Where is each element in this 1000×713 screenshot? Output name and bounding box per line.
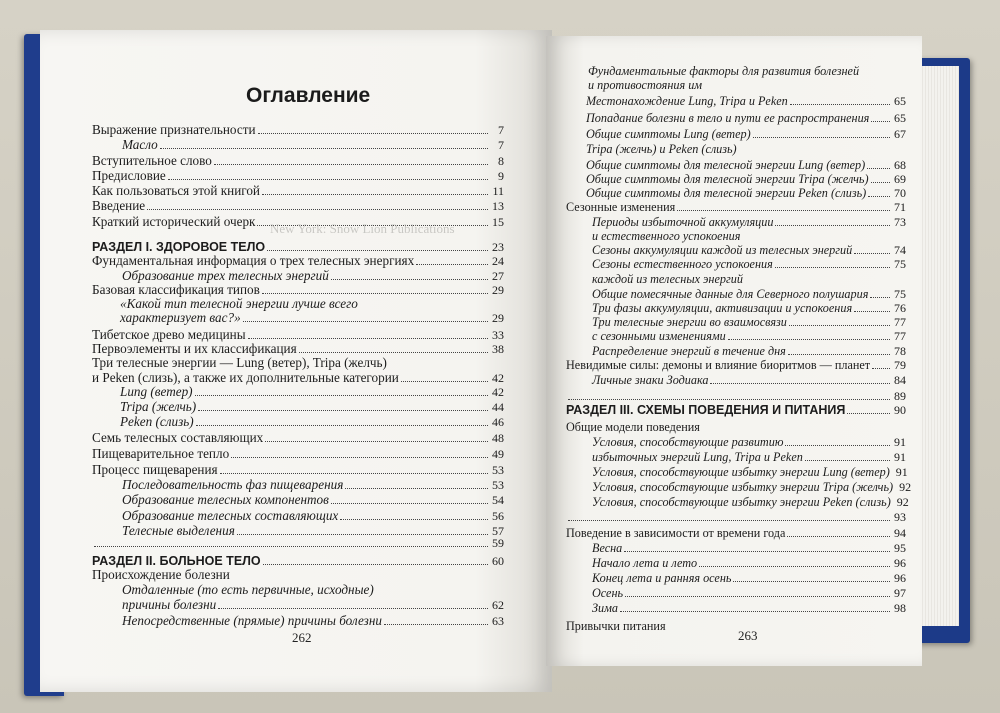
leader-dots	[789, 315, 890, 326]
toc-entry	[92, 567, 504, 583]
toc-entry-label: избыточных энергий Lung, Tripa и Peken	[592, 450, 803, 464]
toc-entry-label: Первоэлементы и их классификация	[92, 341, 297, 356]
toc-entry	[566, 358, 906, 374]
toc-entry-label: Образование трех телесных энергий	[122, 268, 329, 283]
toc-entry-label: Поведение в зависимости от времени года	[566, 526, 786, 540]
toc-entry	[592, 571, 906, 587]
leader-dots	[331, 269, 488, 280]
toc-entry	[122, 477, 504, 493]
toc-entry-label: Выражение признательности	[92, 122, 256, 137]
toc-entry-label: Местонахождение Lung, Tripa и Peken	[586, 94, 788, 108]
toc-entry-label: Тибетское древо медицины	[92, 327, 246, 342]
leader-dots	[742, 230, 890, 240]
toc-entry	[586, 142, 906, 158]
toc-entry-label: Введение	[92, 198, 146, 213]
toc-entry-label: Peken (слизь)	[120, 414, 194, 429]
toc-entry-page: 69	[894, 172, 906, 186]
toc-entry	[592, 480, 912, 496]
toc-entry-page: 13	[492, 199, 504, 213]
toc-entry-label: Общие симптомы Lung (ветер)	[586, 127, 751, 141]
toc-entry-label: Происхождение болезни	[92, 567, 230, 582]
toc-entry	[92, 536, 504, 552]
leader-dots	[677, 200, 890, 211]
leader-dots	[265, 431, 488, 442]
leader-dots	[872, 358, 890, 369]
leader-dots	[787, 526, 890, 537]
leader-dots	[710, 373, 890, 384]
toc-entry-page: 38	[492, 342, 504, 356]
leader-dots	[871, 172, 890, 183]
toc-entry	[566, 619, 906, 635]
toc-entry-label: характеризует вас?»	[120, 310, 241, 325]
toc-entry-label: Последовательность фаз пищеварения	[122, 477, 344, 492]
toc-entry	[122, 137, 504, 153]
toc-entry-page: 93	[894, 510, 906, 524]
toc-entry-label: Весна	[592, 541, 623, 555]
toc-entry-label: Образование телесных компонентов	[122, 492, 329, 507]
toc-entry-page: 65	[894, 94, 906, 108]
toc-entry-label: Осень	[592, 586, 624, 600]
toc-entry-page: 23	[492, 240, 504, 254]
toc-entry-page: 74	[894, 243, 906, 257]
toc-entry	[120, 414, 504, 430]
toc-entry-page: 75	[894, 257, 906, 271]
toc-entry-label: Семь телесных составляющих	[92, 430, 264, 445]
leader-dots	[262, 184, 488, 195]
leader-dots	[248, 328, 488, 339]
toc-entry-label: Три телесные энергии — Lung (ветер), Tripa (желчь)	[92, 355, 387, 370]
leader-dots	[704, 79, 890, 89]
toc-entry	[122, 492, 504, 508]
toc-entry-page: 7	[498, 138, 504, 152]
toc-entry-page: 91	[895, 465, 908, 479]
toc-entry-label: Сезоны естественного успокоения	[592, 257, 773, 271]
toc-entry-page: 77	[894, 315, 906, 329]
toc-entry-label: Телесные выделения	[122, 523, 235, 538]
toc-entry-page: 79	[894, 358, 906, 372]
leader-dots	[728, 329, 890, 340]
leader-dots	[94, 536, 488, 547]
leader-dots	[243, 311, 488, 322]
toc-entry-label: Масло	[122, 137, 158, 152]
toc-entry-label: Попадание болезни в тело и пути ее распространения	[586, 111, 870, 125]
toc-entry	[92, 355, 504, 371]
leader-dots	[753, 127, 890, 138]
leader-dots	[360, 298, 488, 308]
toc-entry	[592, 435, 906, 451]
leader-dots	[195, 385, 488, 396]
toc-entry-label: Распределение энергий в течение дня	[592, 344, 786, 358]
toc-entry	[592, 465, 906, 481]
toc-entry-page: 65	[894, 111, 906, 125]
leader-dots	[263, 554, 488, 565]
toc-entry	[592, 601, 906, 617]
toc-entry-page: 9	[498, 169, 504, 183]
leader-dots	[258, 123, 488, 134]
leader-dots	[389, 357, 488, 367]
leader-dots	[237, 524, 488, 535]
leader-dots	[345, 478, 488, 489]
leader-dots	[868, 186, 890, 197]
toc-entry-label: Условия, способствующие избытку энергии Peken (слизь)	[592, 495, 891, 509]
leader-dots	[785, 435, 890, 446]
leader-dots	[870, 287, 890, 298]
toc-entry-label: Общие симптомы для телесной энергии Lung (ветер)	[586, 158, 866, 172]
toc-entry	[92, 430, 504, 446]
toc-entry-label: Конец лета и ранняя осень	[592, 571, 732, 585]
leader-dots	[620, 601, 890, 612]
toc-entry-label: Предисловие	[92, 168, 166, 183]
leader-dots	[668, 620, 890, 630]
toc-entry-page: 95	[894, 541, 906, 555]
toc-entry-page: 89	[894, 389, 906, 403]
toc-entry-label: Три телесные энергии во взаимосвязи	[592, 315, 787, 329]
leader-dots	[160, 138, 488, 149]
toc-entry	[592, 257, 906, 273]
toc-entry	[120, 310, 504, 326]
toc-entry-label: РАЗДЕЛ I. ЗДОРОВОЕ ТЕЛО	[92, 240, 266, 254]
toc-entry-page: 84	[894, 373, 906, 387]
toc-entry	[566, 510, 906, 526]
toc-entry-label: Пищеварительное тепло	[92, 446, 230, 461]
toc-entry	[122, 597, 504, 613]
toc-entry-page: 76	[894, 301, 906, 315]
toc-entry	[592, 541, 906, 557]
toc-entry-page: 54	[492, 493, 504, 507]
toc-entry-label: Как пользоваться этой книгой	[92, 183, 260, 198]
toc-entry-page: 11	[492, 184, 504, 198]
toc-entry	[592, 272, 906, 288]
toc-entry-label: Краткий исторический очерк	[92, 214, 256, 229]
toc-entry	[592, 329, 906, 345]
toc-entry-page: 49	[492, 447, 504, 461]
leader-dots	[168, 169, 488, 180]
leader-dots	[699, 556, 890, 567]
toc-entry-label: Отдаленные (то есть первичные, исходные)	[122, 582, 374, 597]
toc-entry-page: 77	[894, 329, 906, 343]
toc-entry-label: Общие модели поведения	[566, 420, 700, 434]
leader-dots	[568, 389, 890, 400]
toc-entry-label: с сезонными изменениями	[592, 329, 726, 343]
leader-dots	[147, 199, 488, 210]
toc-entry-page: 97	[894, 586, 906, 600]
toc-entry-label: каждой из телесных энергий	[592, 272, 743, 286]
leader-dots	[196, 415, 488, 426]
leader-dots	[775, 257, 890, 268]
toc-entry-page: 67	[894, 127, 906, 141]
toc-entry-page: 71	[894, 200, 906, 214]
leader-dots	[745, 273, 890, 283]
leader-dots	[198, 400, 488, 411]
toc-entry	[592, 586, 906, 602]
toc-entry-label: Невидимые силы: демоны и влияние биоритмов — планет	[566, 358, 871, 372]
leader-dots	[416, 254, 488, 265]
toc-entry-label: Базовая классификация типов	[92, 282, 260, 297]
leader-dots	[847, 403, 890, 414]
toc-entry-page: 33	[492, 328, 504, 342]
page-number-right: 263	[738, 628, 758, 643]
toc-entry-page: 63	[492, 614, 504, 628]
leader-dots	[267, 240, 488, 251]
toc-entry-label: и противостояния им	[588, 78, 703, 92]
leader-dots	[218, 598, 488, 609]
toc-entry-page: 27	[492, 269, 504, 283]
toc-entry-page: 96	[894, 571, 906, 585]
toc-entry-page: 24	[492, 254, 504, 268]
toc-entry-page: 62	[492, 598, 504, 612]
leader-dots	[232, 569, 488, 579]
leader-dots	[790, 94, 890, 105]
toc-entry-page: 56	[492, 509, 504, 523]
toc-entry-page: 57	[492, 524, 504, 538]
leader-dots	[331, 493, 488, 504]
toc-entry	[586, 127, 906, 143]
toc-entry	[120, 399, 504, 415]
toc-entry-page: 73	[894, 215, 906, 229]
leader-dots	[624, 541, 890, 552]
toc-entry	[92, 183, 504, 199]
toc-entry	[92, 198, 504, 214]
toc-entry-page: 29	[492, 283, 504, 297]
toc-entry-label: Tripa (желчь)	[120, 399, 197, 414]
leader-dots	[262, 283, 488, 294]
toc-entry-page: 78	[894, 344, 906, 358]
toc-entry-label: Привычки питания	[566, 619, 666, 633]
toc-entry-label: Сезоны аккумуляции каждой из телесных энергий	[592, 243, 853, 257]
toc-entry-page: 96	[894, 556, 906, 570]
toc-entry-label: причины болезни	[122, 597, 217, 612]
leader-dots	[854, 301, 890, 312]
leader-dots	[775, 215, 890, 226]
toc-entry-page: 53	[492, 463, 504, 477]
toc-entry-page: 7	[498, 123, 504, 137]
toc-entry	[92, 446, 504, 462]
toc-entry-page: 15	[492, 215, 504, 229]
toc-entry-page: 60	[492, 554, 504, 568]
toc-entry	[586, 111, 906, 127]
toc-entry	[92, 462, 504, 478]
leader-dots	[231, 447, 488, 458]
leader-dots	[871, 111, 890, 122]
leader-dots	[299, 342, 488, 353]
toc-entry	[592, 495, 909, 511]
toc-entry	[566, 403, 906, 419]
toc-entry-page: 98	[894, 601, 906, 615]
toc-entry-label: и Peken (слизь), а также их дополнительные категории	[92, 370, 399, 385]
toc-entry-page: 48	[492, 431, 504, 445]
toc-entry	[92, 122, 504, 138]
toc-entry-page: 91	[894, 450, 906, 464]
toc-entry-label: «Какой тип телесной энергии лучше всего	[120, 296, 358, 311]
toc-entry-label: Общие симптомы для телесной энергии Peken (слизь)	[586, 186, 867, 200]
toc-entry-label: Фундаментальные факторы для развития болезней	[588, 64, 860, 78]
toc-entry-label: Непосредственные (прямые) причины болезни	[122, 613, 382, 628]
toc-entry	[92, 253, 504, 269]
toc-entry-page: 75	[894, 287, 906, 301]
toc-entry-label: Начало лета и лето	[592, 556, 698, 570]
toc-entry-page: 44	[492, 400, 504, 414]
leader-dots	[733, 571, 890, 582]
toc-entry	[122, 582, 504, 598]
leader-dots	[702, 421, 890, 431]
toc-entry	[592, 373, 906, 389]
toc-entry	[592, 556, 906, 572]
toc-entry-page: 70	[894, 186, 906, 200]
toc-entry-label: Сезонные изменения	[566, 200, 676, 214]
toc-entry-page: 91	[894, 435, 906, 449]
leader-dots	[805, 450, 890, 461]
toc-entry	[120, 384, 504, 400]
toc-entry	[92, 168, 504, 184]
toc-entry-label: РАЗДЕЛ III. СХЕМЫ ПОВЕДЕНИЯ И ПИТАНИЯ	[566, 403, 846, 417]
toc-entry-page: 42	[492, 371, 504, 385]
toc-entry	[122, 613, 504, 629]
bleed-through-text: New York: Snow Lion Publications	[270, 221, 455, 236]
toc-entry-page: 68	[894, 158, 906, 172]
leader-dots	[214, 154, 488, 165]
page-title: Оглавление	[246, 84, 371, 107]
leader-dots	[401, 371, 488, 382]
toc-entry-label: и естественного успокоения	[592, 229, 741, 243]
leader-dots	[867, 158, 890, 169]
toc-entry	[586, 94, 906, 110]
toc-entry-page: 46	[492, 415, 504, 429]
toc-entry-label: Условия, способствующие развитию	[592, 435, 784, 449]
toc-entry-page: 42	[492, 385, 504, 399]
toc-entry-label: Общие симптомы для телесной энергии Tripa (желчь)	[586, 172, 869, 186]
leader-dots	[376, 584, 488, 594]
toc-entry	[566, 200, 906, 216]
toc-entry-label: РАЗДЕЛ II. БОЛЬНОЕ ТЕЛО	[92, 554, 261, 568]
toc-entry-page: 92	[896, 495, 909, 509]
toc-entry-page: 90	[894, 403, 906, 417]
toc-entry	[588, 78, 906, 94]
leader-dots	[625, 586, 890, 597]
leader-dots	[788, 344, 890, 355]
toc-entry-page: 59	[492, 536, 504, 550]
toc-entry-page: 53	[492, 478, 504, 492]
page-number-left: 262	[292, 630, 312, 645]
leader-dots	[384, 614, 488, 625]
leader-dots	[340, 509, 488, 520]
toc-entry-label: Условия, способствующие избытку энергии Lung (ветер)	[592, 465, 890, 479]
toc-entry-label: Tripa (желчь) и Peken (слизь)	[586, 142, 737, 156]
toc-entry	[92, 153, 504, 169]
leader-dots	[861, 65, 890, 75]
toc-entry-label: Общие помесячные данные для Северного полушария	[592, 287, 869, 301]
toc-entry-label: Фундаментальная информация о трех телесных энергиях	[92, 253, 415, 268]
leader-dots	[739, 143, 890, 153]
toc-entry-label: Три фазы аккумуляции, активизации и успокоения	[592, 301, 853, 315]
toc-entry-label: Личные знаки Зодиака	[592, 373, 709, 387]
toc-entry-page: 8	[498, 154, 504, 168]
toc-entry-label: Lung (ветер)	[120, 384, 193, 399]
toc-entry-label: Процесс пищеварения	[92, 462, 218, 477]
leader-dots	[854, 243, 890, 254]
leader-dots	[220, 463, 488, 474]
toc-entry-page: 29	[492, 311, 504, 325]
toc-entry-label: Периоды избыточной аккумуляции	[592, 215, 774, 229]
leader-dots	[568, 510, 890, 521]
toc-entry-label: Условия, способствующие избытку энергии Tripa (желчь)	[592, 480, 894, 494]
toc-entry	[566, 420, 906, 436]
toc-entry-label: Вступительное слово	[92, 153, 212, 168]
toc-entry	[122, 508, 504, 524]
toc-entry-label: Образование телесных составляющих	[122, 508, 339, 523]
toc-entry	[566, 526, 906, 542]
toc-entry-page: 94	[894, 526, 906, 540]
toc-entry	[592, 450, 906, 466]
toc-entry-page: 92	[899, 480, 912, 494]
toc-entry-label: Зима	[592, 601, 618, 615]
